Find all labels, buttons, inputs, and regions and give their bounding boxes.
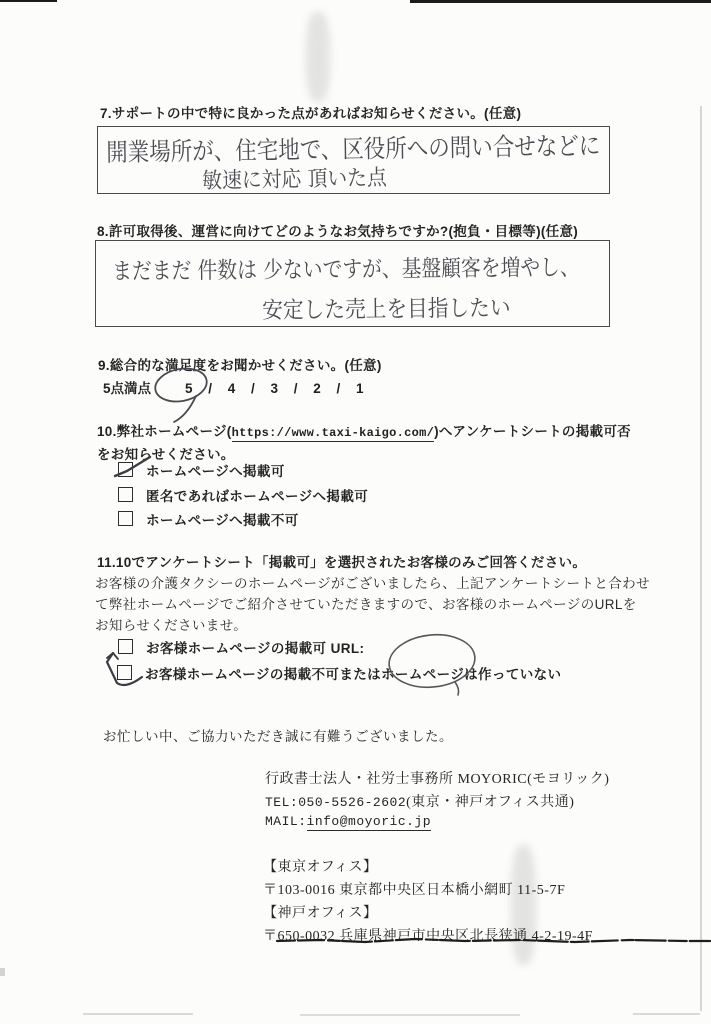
q8-handwritten-answer-line2: 安定した売上を目指したい — [262, 295, 511, 324]
checkbox-unchecked — [118, 487, 133, 502]
mail-label: MAIL: — [265, 814, 307, 829]
closing-thanks: お忙しい中、ご協力いただき誠に有難うございました。 — [103, 729, 453, 744]
q10-option-publish-ng: ホームページへ掲載不可 — [118, 510, 299, 527]
q11-heading: 11.10でアンケートシート「掲載可」を選択されたお客様のみご回答ください。 — [97, 555, 587, 570]
q10-option-publish-ok: ホームページへ掲載可 — [118, 461, 285, 478]
checkbox-unchecked — [118, 511, 133, 526]
scan-edge-top-right — [410, 0, 711, 3]
q7-handwritten-answer-line2: 敏速に対応 頂いた点 — [202, 165, 387, 194]
mail-address: info@moyoric.jp — [306, 814, 432, 829]
q11-option-no-homepage: お客様ホームページの掲載不可またはホームページは作っていない — [117, 664, 561, 681]
tel-number: 050-5526-2602 — [298, 795, 407, 810]
q10-heading-suffix: )へアンケートシートの掲載可否 — [434, 424, 631, 439]
handwritten-circle-no-homepage-icon — [385, 632, 481, 696]
tel-note: (東京・神戸オフィス共通) — [406, 795, 575, 810]
q10-heading-line2: をお知らせください。 — [97, 447, 235, 462]
tokyo-office-name: 【東京オフィス】 — [263, 860, 378, 875]
company-tel — [265, 791, 574, 811]
handwritten-circle-rating-5-icon — [150, 362, 228, 428]
q9-heading: 9.総合的な満足度をお聞かせください。(任意) — [98, 358, 382, 373]
scan-edge-right-line — [700, 106, 702, 1011]
kobe-office-address: 〒650-0032 兵庫県神戸市中央区北長狭通 4-2-19-4F — [263, 929, 593, 944]
q11-body-line3: お知らせくださいませ。 — [95, 618, 248, 633]
q7-handwritten-answer-line1: 開業場所が、住宅地で、区役所への問い合せなどに — [106, 131, 601, 167]
q11-body-line2: て弊社ホームページでご紹介させていただきますので、お客様のホームページのURLを — [95, 597, 637, 612]
q8-handwritten-answer-line1: まだまだ 件数は 少ないですが、基盤顧客を増やし、 — [112, 254, 580, 285]
q10-company-url: https://www.taxi-kaigo.com/ — [231, 426, 435, 440]
scan-bottom-faint-dash — [83, 1013, 193, 1015]
company-mail — [265, 814, 431, 830]
scan-mark-left-edge — [0, 968, 5, 976]
kobe-office-name: 【神戸オフィス】 — [263, 906, 378, 921]
q10-option-anonymous-ok: 匿名であればホームページへ掲載可 — [118, 486, 368, 503]
q9-scale-prefix: 5点満点 — [103, 381, 152, 396]
scan-edge-top-left — [0, 0, 57, 2]
handwritten-check-icon — [111, 450, 163, 484]
q7-heading: 7.サポートの中で特に良かった点があればお知らせください。(任意) — [100, 106, 522, 121]
scan-smudge-top — [306, 12, 330, 102]
q9-rating-scale — [103, 377, 367, 397]
q8-heading: 8.許可取得後、運営に向けてどのようなお気持ちですか?(抱負・目標等)(任意) — [97, 224, 579, 239]
q11-option-url-ok: お客様ホームページの掲載可 URL: — [118, 638, 364, 655]
scan-bottom-jagged-line — [275, 933, 711, 949]
q10-heading-line1 — [97, 420, 631, 440]
scan-bottom-faint-dash — [300, 1014, 520, 1016]
tokyo-office-address: 〒103-0016 東京都中央区日本橋小網町 11-5-7F — [263, 883, 566, 898]
handwritten-arrow-check-icon — [102, 650, 150, 692]
q9-scale-options: 5 / 4 / 3 / 2 / 1 — [185, 381, 367, 396]
tel-label: TEL: — [265, 795, 299, 810]
q10-heading-prefix: 10.弊社ホームページ( — [97, 424, 232, 439]
scan-bottom-faint-dash — [633, 1013, 700, 1015]
company-name: 行政書士法人・社労士事務所 MOYORIC(モヨリック) — [265, 772, 610, 787]
q11-body-line1: お客様の介護タクシーのホームページがございましたら、上記アンケートシートと合わせ — [95, 576, 650, 591]
